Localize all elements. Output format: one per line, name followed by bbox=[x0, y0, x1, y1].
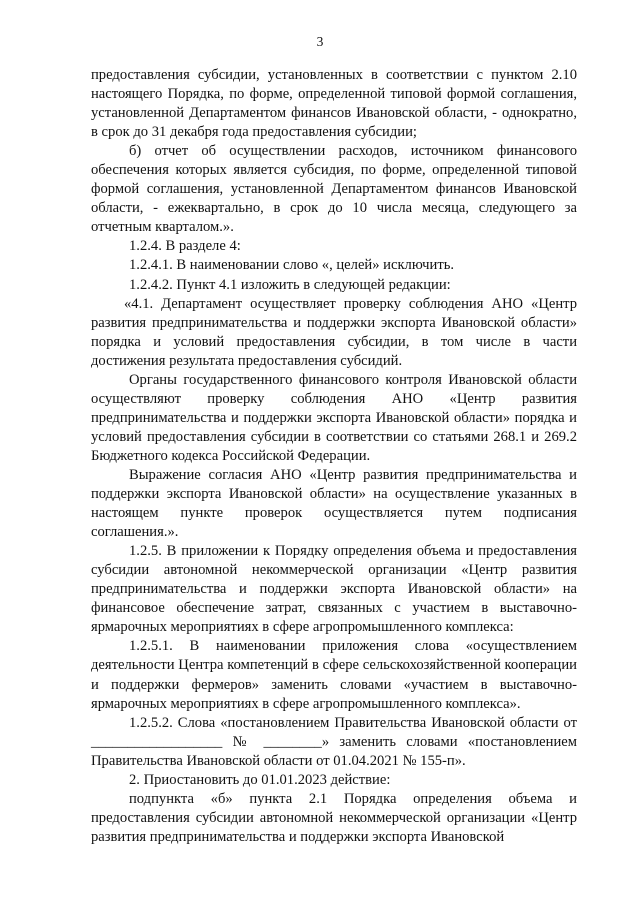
paragraph: 1.2.4.1. В наименовании слово «, целей» исключить. bbox=[129, 257, 455, 274]
paragraph: б) отчет об осуществлении расходов, источником финансового обеспечения которых является субсидия, по форме, определенной типовой формой соглашения, установленной Департаментом финансов Ивановской области, - ежеквартально, в срок до 10 числа месяца, следующего за отчетным кварталом.». bbox=[91, 143, 577, 236]
paragraph: 2. Приостановить до 01.01.2023 действие: bbox=[129, 771, 391, 788]
paragraph: предоставления субсидии, установленных в соответствии с пунктом 2.10 настоящего Порядка, по форме, определенной типовой формой соглашения, установленной Департаментом финансов Ивановской области, - однократно, в срок до 31 декабря года предоставления субсидии; bbox=[91, 67, 577, 141]
paragraph: 1.2.5.2. Слова «постановлением Правительства Ивановской области от __________________ № ________» заменить словами «постановлением Правительства Ивановской области от 01.04.2021 № 155-п». bbox=[91, 714, 577, 769]
paragraph: подпункта «б» пункта 2.1 Порядка определения объема и предоставления субсидии автономной некоммерческой организации «Центр развития предпринимательства и поддержки экспорта Ивановской bbox=[91, 790, 577, 845]
paragraph: 1.2.4.2. Пункт 4.1 изложить в следующей редакции: bbox=[129, 276, 451, 293]
paragraph: «4.1. Департамент осуществляет проверку соблюдения АНО «Центр развития предпринимательства и поддержки экспорта Ивановской области» порядка и условий предоставления субсидии, в том числе в части достижения результата предоставления субсидий. bbox=[91, 295, 577, 369]
paragraph: Органы государственного финансового контроля Ивановской области осуществляют проверку соблюдения АНО «Центр развития предпринимательства и поддержки экспорта Ивановской области» порядка и условий предоставления субсидии в соответствии со статьями 268.1 и 269.2 Бюджетного кодекса Российской Федерации. bbox=[91, 371, 577, 464]
page-number: 3 bbox=[316, 34, 324, 49]
paragraph: 1.2.5. В приложении к Порядку определения объема и предоставления субсидии автономной некоммерческой организации «Центр развития предпринимательства и поддержки экспорта Ивановской области» на финансовое обеспечение затрат, связанных с участием в выставочно-ярмарочных мероприятиях в сфере агропромышленного комплекса: bbox=[91, 543, 577, 636]
paragraph: Выражение согласия АНО «Центр развития предпринимательства и поддержки экспорта Ивановской области» на осуществление указанных в настоящем пункте проверок осуществляется путем подписания соглашения.». bbox=[91, 466, 577, 541]
paragraph: 1.2.4. В разделе 4: bbox=[129, 238, 241, 255]
paragraph: 1.2.5.1. В наименовании приложения слова «осуществлением деятельности Центра компетенций в сфере сельскохозяйственной кооперации и поддержки фермеров» заменить словами «участием в выставочно-ярмарочных мероприятиях в сфере агропромышленного комплекса». bbox=[91, 638, 577, 712]
document-body bbox=[91, 66, 577, 847]
